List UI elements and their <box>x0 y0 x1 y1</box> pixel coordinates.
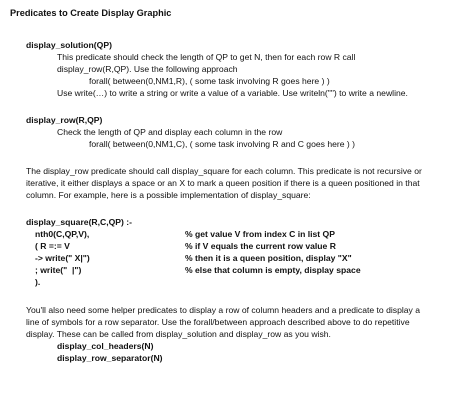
display-solution-text-3: Use write(…) to write a string or write a value of a variable. Use writeln("") to write a newline. <box>57 88 408 98</box>
code-comment-3: % then it is a queen position, display "X" <box>185 253 352 263</box>
paragraph-1-line-2: iterative, it either displays a space or an X to mark a queen position if there is a queen positioned in that <box>26 178 420 188</box>
helper-row-separator: display_row_separator(N) <box>57 353 163 363</box>
code-comment-4: % else that column is empty, display space <box>185 265 361 275</box>
code-line-2: ( R =:= V <box>35 241 70 251</box>
helper-col-headers: display_col_headers(N) <box>57 341 154 351</box>
paragraph-2-line-1: You'll also need some helper predicates to display a row of column headers and a predicate to display a <box>26 305 421 315</box>
display-solution-text-2: display_row(R,QP). Use the following approach <box>57 64 238 74</box>
display-row-forall: forall( between(0,NM1,C), ( some task involving R and C goes here ) ) <box>89 139 356 149</box>
paragraph-2-line-3: display. These can be called from display_solution and display_row as you wish. <box>26 329 331 339</box>
display-solution-heading: display_solution(QP) <box>26 40 112 50</box>
code-line-5: ). <box>35 277 41 287</box>
page-title: Predicates to Create Display Graphic <box>10 8 172 18</box>
code-comment-2: % if V equals the current row value R <box>185 241 336 251</box>
display-row-heading: display_row(R,QP) <box>26 115 103 125</box>
display-solution-forall: forall( between(0,NM1,R), ( some task involving R goes here ) ) <box>89 76 330 86</box>
paragraph-2-line-2: line of symbols for a row separator. Use the forall/between approach described above to do repetitive <box>26 317 410 327</box>
code-comment-1: % get value V from index C in list QP <box>185 229 335 239</box>
code-line-1: nth0(C,QP,V), <box>35 229 90 239</box>
paragraph-1-line-3: column. For example, here is a possible implementation of display_square: <box>26 190 311 200</box>
code-line-3: -> write(" X|") <box>35 253 90 263</box>
paragraph-1-line-1: The display_row predicate should call display_square for each column. This predicate is not recursive or <box>26 166 422 176</box>
display-square-heading: display_square(R,C,QP) :- <box>26 217 133 227</box>
display-row-text-1: Check the length of QP and display each column in the row <box>57 127 283 137</box>
display-solution-text-1: This predicate should check the length of QP to get N, then for each row R call <box>57 52 356 62</box>
code-line-4: ; write(" |") <box>35 265 82 275</box>
